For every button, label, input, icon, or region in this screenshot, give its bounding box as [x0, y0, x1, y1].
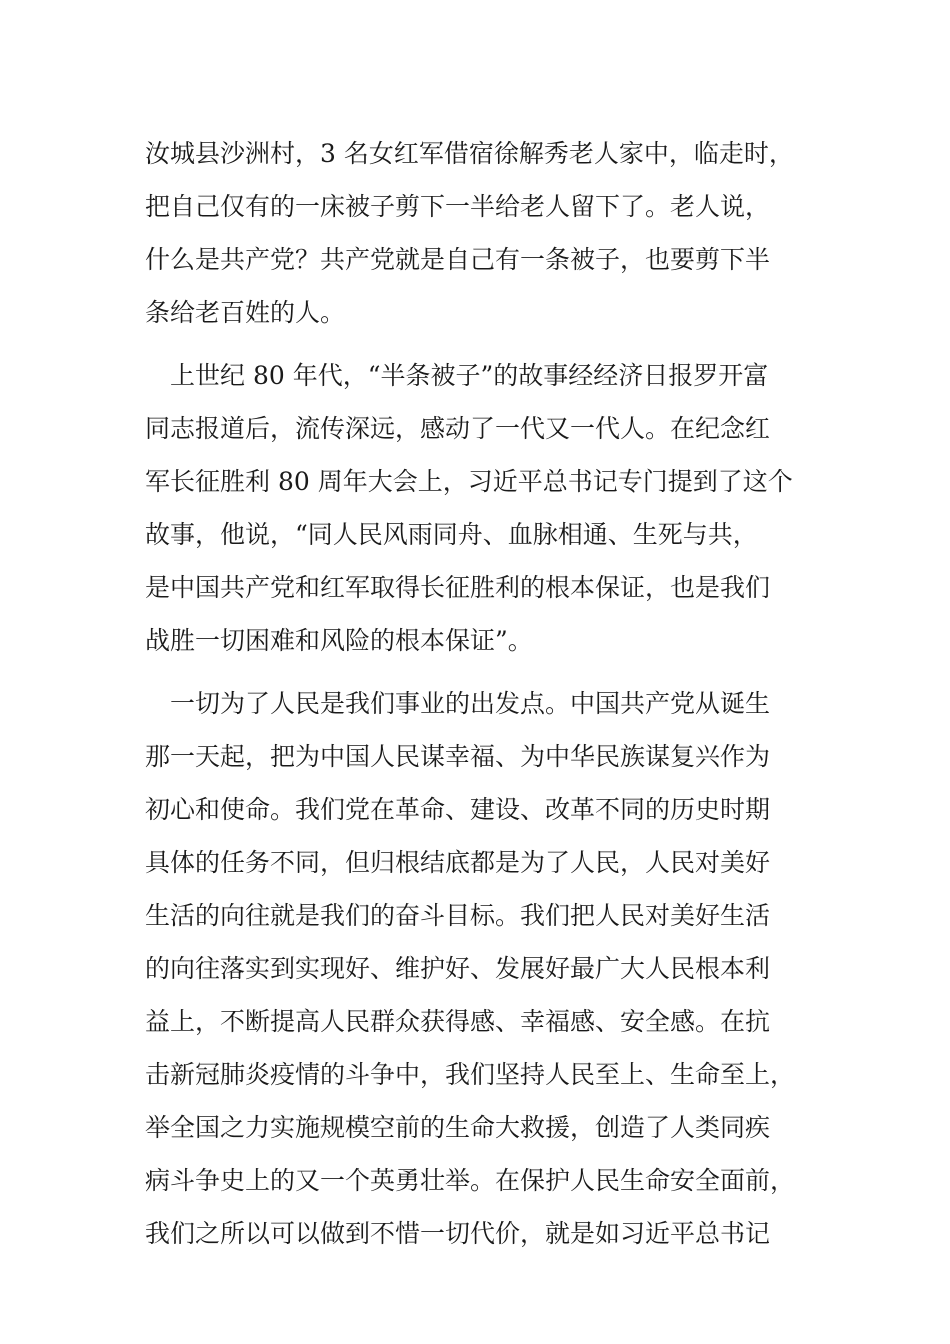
paragraph-2	[145, 349, 810, 667]
text-line: 举全国之力实施规模空前的生命大救援，创造了人类同疾	[145, 1113, 771, 1142]
text-line: 条给老百姓的人。	[145, 298, 346, 327]
paragraph-spacer	[145, 667, 810, 677]
text-line: 生活的向往就是我们的奋斗目标。我们把人民对美好生活	[145, 901, 771, 930]
text-line: 病斗争史上的又一个英勇壮举。在保护人民生命安全面前，	[145, 1166, 796, 1195]
text-line: 同志报道后，流传深远，感动了一代又一代人。在纪念红	[145, 414, 771, 443]
text-line: 的向往落实到实现好、维护好、发展好最广大人民根本利	[145, 954, 771, 983]
document-body	[145, 127, 810, 1260]
text-line: 汝城县沙洲村，3 名女红军借宿徐解秀老人家中，临走时，	[145, 139, 794, 168]
text-line: 具体的任务不同，但归根结底都是为了人民，人民对美好	[145, 848, 771, 877]
text-line: 故事，他说，“同人民风雨同舟、血脉相通、生死与共，	[145, 520, 758, 549]
text-line: 上世纪 80 年代，“半条被子”的故事经经济日报罗开富	[145, 361, 769, 390]
paragraph-1	[145, 127, 810, 339]
text-line: 军长征胜利 80 周年大会上，习近平总书记专门提到了这个	[145, 467, 793, 496]
paragraph-3	[145, 677, 810, 1260]
text-line: 什么是共产党？共产党就是自己有一条被子，也要剪下半	[145, 245, 771, 274]
text-line: 益上，不断提高人民群众获得感、幸福感、安全感。在抗	[145, 1007, 771, 1036]
paragraph-spacer	[145, 339, 810, 349]
text-line: 把自己仅有的一床被子剪下一半给老人留下了。老人说，	[145, 192, 771, 221]
text-line: 是中国共产党和红军取得长征胜利的根本保证，也是我们	[145, 573, 771, 602]
text-line: 我们之所以可以做到不惜一切代价，就是如习近平总书记	[145, 1219, 771, 1248]
text-line: 战胜一切困难和风险的根本保证”。	[145, 626, 533, 655]
text-line: 初心和使命。我们党在革命、建设、改革不同的历史时期	[145, 795, 771, 824]
text-line: 击新冠肺炎疫情的斗争中，我们坚持人民至上、生命至上，	[145, 1060, 796, 1089]
text-line: 一切为了人民是我们事业的出发点。中国共产党从诞生	[145, 689, 771, 718]
text-line: 那一天起，把为中国人民谋幸福、为中华民族谋复兴作为	[145, 742, 771, 771]
